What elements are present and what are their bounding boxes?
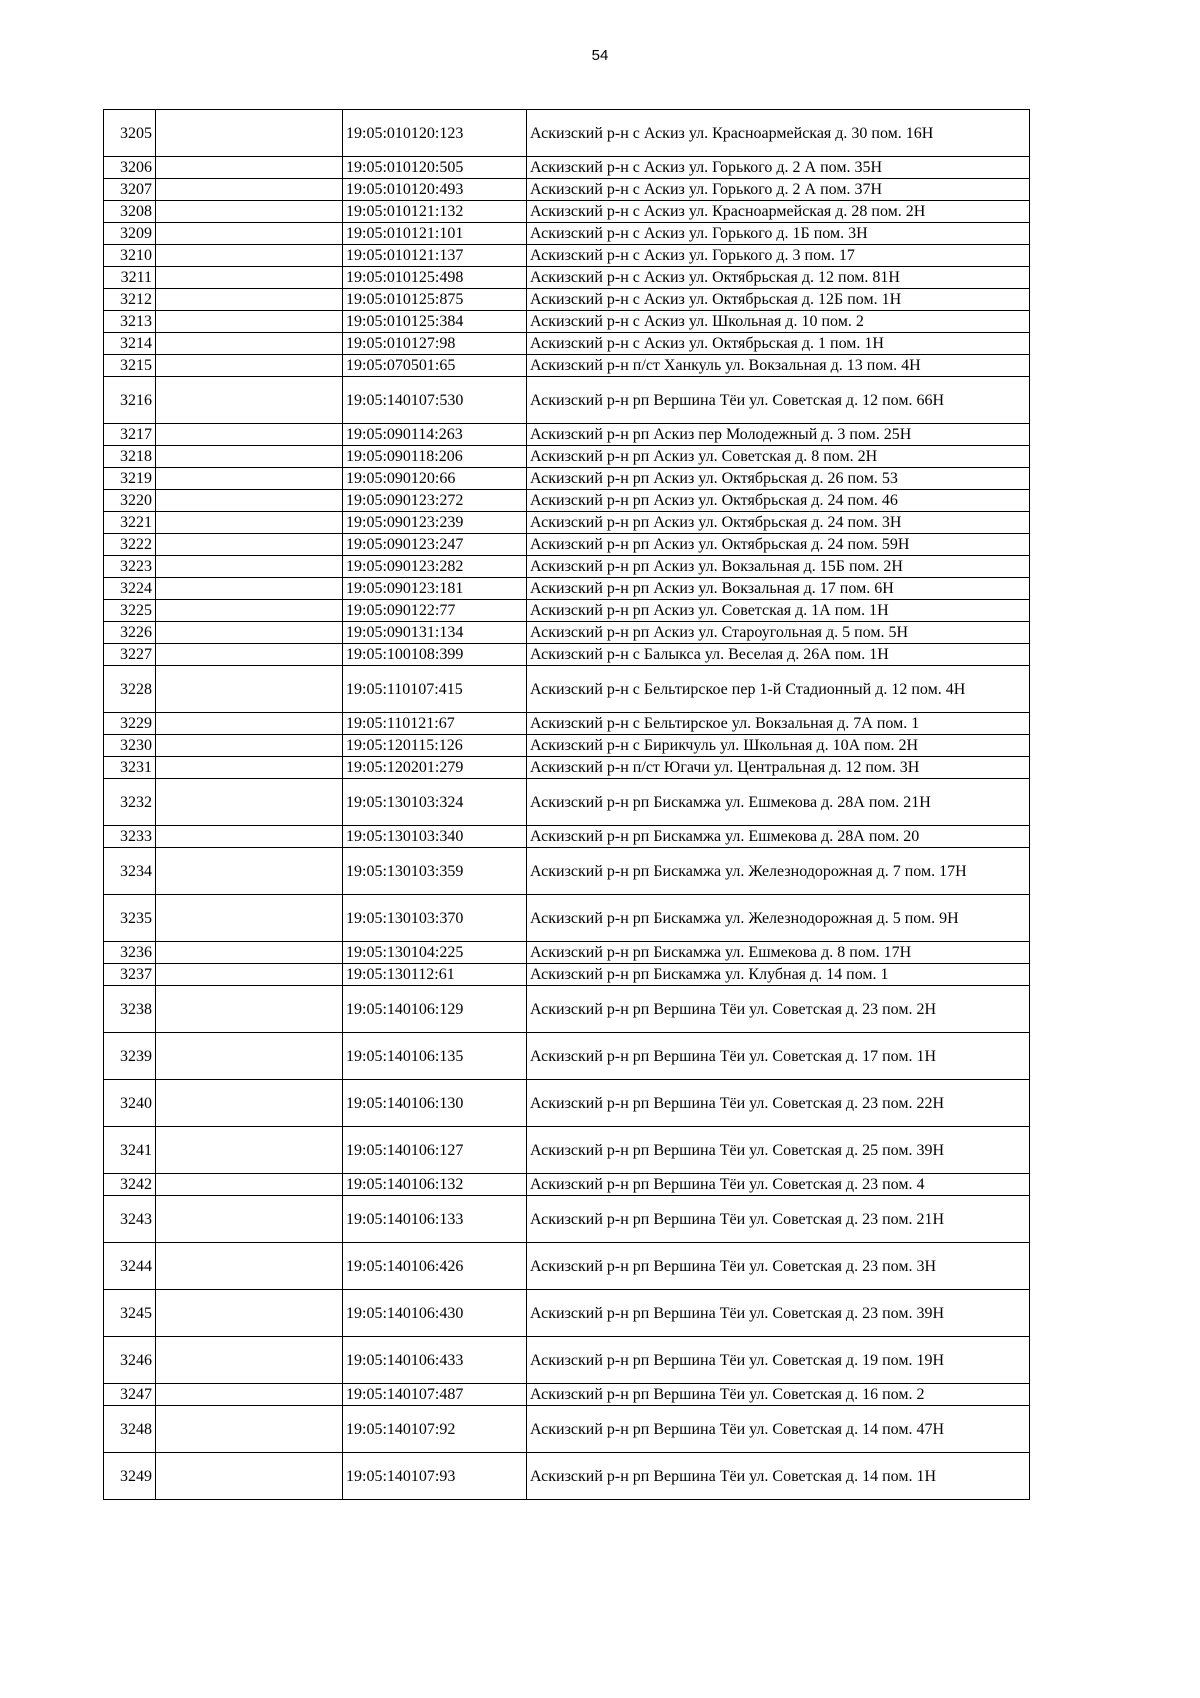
empty-cell bbox=[156, 1406, 343, 1453]
table-row bbox=[104, 1337, 1030, 1384]
address-cell: Аскизский р-н рп Вершина Тёи ул. Советская д. 14 пом. 1Н bbox=[527, 1453, 1030, 1500]
address-cell: Аскизский р-н рп Бискамжа ул. Ешмекова д. 8 пом. 17Н bbox=[527, 942, 1030, 964]
address-cell: Аскизский р-н рп Вершина Тёи ул. Советская д. 14 пом. 47Н bbox=[527, 1406, 1030, 1453]
cadastral-number-cell: 19:05:100108:399 bbox=[343, 644, 527, 666]
cadastral-number-cell: 19:05:010125:384 bbox=[343, 311, 527, 333]
empty-cell bbox=[156, 355, 343, 377]
row-number-cell: 3240 bbox=[104, 1080, 156, 1127]
address-cell: Аскизский р-н рп Вершина Тёи ул. Советская д. 23 пом. 3Н bbox=[527, 1243, 1030, 1290]
row-number-cell: 3233 bbox=[104, 826, 156, 848]
empty-cell bbox=[156, 377, 343, 424]
cadastral-number-cell: 19:05:090123:181 bbox=[343, 578, 527, 600]
row-number-cell: 3248 bbox=[104, 1406, 156, 1453]
empty-cell bbox=[156, 245, 343, 267]
row-number-cell: 3232 bbox=[104, 779, 156, 826]
address-cell: Аскизский р-н рп Бискамжа ул. Железнодорожная д. 7 пом. 17Н bbox=[527, 848, 1030, 895]
cadastral-number-cell: 19:05:140107:487 bbox=[343, 1384, 527, 1406]
table-row bbox=[104, 895, 1030, 942]
cadastral-number-cell: 19:05:130103:370 bbox=[343, 895, 527, 942]
table-row bbox=[104, 1127, 1030, 1174]
address-cell: Аскизский р-н рп Вершина Тёи ул. Советская д. 16 пом. 2 bbox=[527, 1384, 1030, 1406]
row-number-cell: 3227 bbox=[104, 644, 156, 666]
address-cell: Аскизский р-н рп Аскиз ул. Советская д. 8 пом. 2Н bbox=[527, 446, 1030, 468]
address-cell: Аскизский р-н с Аскиз ул. Горького д. 3 пом. 17 bbox=[527, 245, 1030, 267]
cadastral-number-cell: 19:05:090120:66 bbox=[343, 468, 527, 490]
empty-cell bbox=[156, 895, 343, 942]
address-cell: Аскизский р-н рп Аскиз ул. Вокзальная д. 17 пом. 6Н bbox=[527, 578, 1030, 600]
empty-cell bbox=[156, 622, 343, 644]
table-row bbox=[104, 1196, 1030, 1243]
cadastral-number-cell: 19:05:090123:272 bbox=[343, 490, 527, 512]
cadastral-number-cell: 19:05:090118:206 bbox=[343, 446, 527, 468]
table-row bbox=[104, 267, 1030, 289]
cadastral-number-cell: 19:05:090131:134 bbox=[343, 622, 527, 644]
row-number-cell: 3241 bbox=[104, 1127, 156, 1174]
address-cell: Аскизский р-н с Балыкса ул. Веселая д. 26А пом. 1Н bbox=[527, 644, 1030, 666]
table-row bbox=[104, 333, 1030, 355]
address-cell: Аскизский р-н с Аскиз ул. Октябрьская д. 12 пом. 81Н bbox=[527, 267, 1030, 289]
address-cell: Аскизский р-н с Аскиз ул. Красноармейская д. 28 пом. 2Н bbox=[527, 201, 1030, 223]
row-number-cell: 3245 bbox=[104, 1290, 156, 1337]
empty-cell bbox=[156, 1174, 343, 1196]
empty-cell bbox=[156, 578, 343, 600]
cadastral-number-cell: 19:05:090123:247 bbox=[343, 534, 527, 556]
table-row bbox=[104, 512, 1030, 534]
table-row bbox=[104, 578, 1030, 600]
cadastral-number-cell: 19:05:130103:324 bbox=[343, 779, 527, 826]
table-row bbox=[104, 289, 1030, 311]
table-row bbox=[104, 964, 1030, 986]
row-number-cell: 3242 bbox=[104, 1174, 156, 1196]
address-cell: Аскизский р-н с Аскиз ул. Красноармейская д. 30 пом. 16Н bbox=[527, 110, 1030, 157]
empty-cell bbox=[156, 512, 343, 534]
empty-cell bbox=[156, 1033, 343, 1080]
row-number-cell: 3220 bbox=[104, 490, 156, 512]
empty-cell bbox=[156, 1337, 343, 1384]
empty-cell bbox=[156, 1196, 343, 1243]
empty-cell bbox=[156, 201, 343, 223]
address-cell: Аскизский р-н п/ст Югачи ул. Центральная д. 12 пом. 3Н bbox=[527, 757, 1030, 779]
address-cell: Аскизский р-н рп Аскиз ул. Вокзальная д. 15Б пом. 2Н bbox=[527, 556, 1030, 578]
address-cell: Аскизский р-н рп Аскиз ул. Октябрьская д. 24 пом. 3Н bbox=[527, 512, 1030, 534]
empty-cell bbox=[156, 1384, 343, 1406]
table-row bbox=[104, 490, 1030, 512]
row-number-cell: 3231 bbox=[104, 757, 156, 779]
registry-table-body bbox=[104, 110, 1030, 1500]
cadastral-number-cell: 19:05:130104:225 bbox=[343, 942, 527, 964]
table-row bbox=[104, 1290, 1030, 1337]
empty-cell bbox=[156, 666, 343, 713]
row-number-cell: 3246 bbox=[104, 1337, 156, 1384]
empty-cell bbox=[156, 1290, 343, 1337]
empty-cell bbox=[156, 157, 343, 179]
empty-cell bbox=[156, 1127, 343, 1174]
row-number-cell: 3224 bbox=[104, 578, 156, 600]
cadastral-number-cell: 19:05:140106:135 bbox=[343, 1033, 527, 1080]
table-row bbox=[104, 179, 1030, 201]
cadastral-number-cell: 19:05:090122:77 bbox=[343, 600, 527, 622]
cadastral-number-cell: 19:05:140107:530 bbox=[343, 377, 527, 424]
row-number-cell: 3225 bbox=[104, 600, 156, 622]
address-cell: Аскизский р-н рп Аскиз ул. Октябрьская д. 24 пом. 46 bbox=[527, 490, 1030, 512]
address-cell: Аскизский р-н рп Вершина Тёи ул. Советская д. 23 пом. 4 bbox=[527, 1174, 1030, 1196]
empty-cell bbox=[156, 713, 343, 735]
table-row bbox=[104, 311, 1030, 333]
address-cell: Аскизский р-н рп Бискамжа ул. Клубная д. 14 пом. 1 bbox=[527, 964, 1030, 986]
table-row bbox=[104, 1080, 1030, 1127]
table-row bbox=[104, 600, 1030, 622]
empty-cell bbox=[156, 110, 343, 157]
empty-cell bbox=[156, 1080, 343, 1127]
address-cell: Аскизский р-н рп Вершина Тёи ул. Советская д. 25 пом. 39Н bbox=[527, 1127, 1030, 1174]
empty-cell bbox=[156, 289, 343, 311]
cadastral-number-cell: 19:05:010127:98 bbox=[343, 333, 527, 355]
empty-cell bbox=[156, 644, 343, 666]
cadastral-number-cell: 19:05:140106:426 bbox=[343, 1243, 527, 1290]
row-number-cell: 3206 bbox=[104, 157, 156, 179]
cadastral-number-cell: 19:05:090123:239 bbox=[343, 512, 527, 534]
cadastral-number-cell: 19:05:140107:93 bbox=[343, 1453, 527, 1500]
address-cell: Аскизский р-н рп Аскиз ул. Староугольная д. 5 пом. 5Н bbox=[527, 622, 1030, 644]
empty-cell bbox=[156, 468, 343, 490]
cadastral-number-cell: 19:05:120201:279 bbox=[343, 757, 527, 779]
address-cell: Аскизский р-н рп Аскиз ул. Октябрьская д. 26 пом. 53 bbox=[527, 468, 1030, 490]
row-number-cell: 3222 bbox=[104, 534, 156, 556]
table-row bbox=[104, 1384, 1030, 1406]
address-cell: Аскизский р-н рп Бискамжа ул. Железнодорожная д. 5 пом. 9Н bbox=[527, 895, 1030, 942]
address-cell: Аскизский р-н с Аскиз ул. Горького д. 2 А пом. 37Н bbox=[527, 179, 1030, 201]
cadastral-number-cell: 19:05:070501:65 bbox=[343, 355, 527, 377]
empty-cell bbox=[156, 333, 343, 355]
address-cell: Аскизский р-н с Аскиз ул. Октябрьская д. 1 пом. 1Н bbox=[527, 333, 1030, 355]
table-row bbox=[104, 1453, 1030, 1500]
table-row bbox=[104, 779, 1030, 826]
cadastral-number-cell: 19:05:140106:133 bbox=[343, 1196, 527, 1243]
empty-cell bbox=[156, 490, 343, 512]
address-cell: Аскизский р-н рп Бискамжа ул. Ешмекова д. 28А пом. 21Н bbox=[527, 779, 1030, 826]
table-row bbox=[104, 223, 1030, 245]
empty-cell bbox=[156, 964, 343, 986]
cadastral-number-cell: 19:05:090114:263 bbox=[343, 424, 527, 446]
table-row bbox=[104, 110, 1030, 157]
table-row bbox=[104, 157, 1030, 179]
table-row bbox=[104, 355, 1030, 377]
empty-cell bbox=[156, 556, 343, 578]
address-cell: Аскизский р-н рп Аскиз пер Молодежный д. 3 пом. 25Н bbox=[527, 424, 1030, 446]
table-row bbox=[104, 986, 1030, 1033]
address-cell: Аскизский р-н с Аскиз ул. Горького д. 2 А пом. 35Н bbox=[527, 157, 1030, 179]
table-row bbox=[104, 468, 1030, 490]
address-cell: Аскизский р-н рп Аскиз ул. Советская д. 1А пом. 1Н bbox=[527, 600, 1030, 622]
row-number-cell: 3226 bbox=[104, 622, 156, 644]
empty-cell bbox=[156, 942, 343, 964]
cadastral-number-cell: 19:05:010121:137 bbox=[343, 245, 527, 267]
row-number-cell: 3217 bbox=[104, 424, 156, 446]
row-number-cell: 3228 bbox=[104, 666, 156, 713]
row-number-cell: 3208 bbox=[104, 201, 156, 223]
row-number-cell: 3212 bbox=[104, 289, 156, 311]
row-number-cell: 3213 bbox=[104, 311, 156, 333]
empty-cell bbox=[156, 735, 343, 757]
address-cell: Аскизский р-н с Бирикчуль ул. Школьная д. 10А пом. 2Н bbox=[527, 735, 1030, 757]
address-cell: Аскизский р-н рп Вершина Тёи ул. Советская д. 23 пом. 21Н bbox=[527, 1196, 1030, 1243]
table-row bbox=[104, 1243, 1030, 1290]
row-number-cell: 3216 bbox=[104, 377, 156, 424]
row-number-cell: 3238 bbox=[104, 986, 156, 1033]
table-row bbox=[104, 201, 1030, 223]
table-row bbox=[104, 534, 1030, 556]
table-row bbox=[104, 1033, 1030, 1080]
empty-cell bbox=[156, 311, 343, 333]
row-number-cell: 3243 bbox=[104, 1196, 156, 1243]
cadastral-number-cell: 19:05:010120:123 bbox=[343, 110, 527, 157]
row-number-cell: 3221 bbox=[104, 512, 156, 534]
table-row bbox=[104, 424, 1030, 446]
property-registry-table bbox=[103, 109, 1030, 1500]
cadastral-number-cell: 19:05:110121:67 bbox=[343, 713, 527, 735]
row-number-cell: 3235 bbox=[104, 895, 156, 942]
address-cell: Аскизский р-н рп Вершина Тёи ул. Советская д. 23 пом. 2Н bbox=[527, 986, 1030, 1033]
row-number-cell: 3211 bbox=[104, 267, 156, 289]
empty-cell bbox=[156, 424, 343, 446]
row-number-cell: 3207 bbox=[104, 179, 156, 201]
table-row bbox=[104, 942, 1030, 964]
empty-cell bbox=[156, 267, 343, 289]
cadastral-number-cell: 19:05:140106:129 bbox=[343, 986, 527, 1033]
table-row bbox=[104, 644, 1030, 666]
cadastral-number-cell: 19:05:010121:101 bbox=[343, 223, 527, 245]
cadastral-number-cell: 19:05:140106:127 bbox=[343, 1127, 527, 1174]
table-row bbox=[104, 666, 1030, 713]
address-cell: Аскизский р-н с Аскиз ул. Горького д. 1Б пом. 3Н bbox=[527, 223, 1030, 245]
row-number-cell: 3229 bbox=[104, 713, 156, 735]
table-row bbox=[104, 826, 1030, 848]
table-row bbox=[104, 848, 1030, 895]
row-number-cell: 3210 bbox=[104, 245, 156, 267]
row-number-cell: 3247 bbox=[104, 1384, 156, 1406]
empty-cell bbox=[156, 223, 343, 245]
cadastral-number-cell: 19:05:130103:359 bbox=[343, 848, 527, 895]
address-cell: Аскизский р-н рп Вершина Тёи ул. Советская д. 23 пом. 39Н bbox=[527, 1290, 1030, 1337]
table-row bbox=[104, 713, 1030, 735]
cadastral-number-cell: 19:05:010120:505 bbox=[343, 157, 527, 179]
empty-cell bbox=[156, 1453, 343, 1500]
table-row bbox=[104, 622, 1030, 644]
row-number-cell: 3205 bbox=[104, 110, 156, 157]
cadastral-number-cell: 19:05:010121:132 bbox=[343, 201, 527, 223]
cadastral-number-cell: 19:05:120115:126 bbox=[343, 735, 527, 757]
cadastral-number-cell: 19:05:010120:493 bbox=[343, 179, 527, 201]
row-number-cell: 3209 bbox=[104, 223, 156, 245]
cadastral-number-cell: 19:05:140106:130 bbox=[343, 1080, 527, 1127]
row-number-cell: 3244 bbox=[104, 1243, 156, 1290]
address-cell: Аскизский р-н рп Вершина Тёи ул. Советская д. 23 пом. 22Н bbox=[527, 1080, 1030, 1127]
address-cell: Аскизский р-н рп Вершина Тёи ул. Советская д. 19 пом. 19Н bbox=[527, 1337, 1030, 1384]
address-cell: Аскизский р-н с Бельтирское ул. Вокзальная д. 7А пом. 1 bbox=[527, 713, 1030, 735]
row-number-cell: 3218 bbox=[104, 446, 156, 468]
address-cell: Аскизский р-н рп Бискамжа ул. Ешмекова д. 28А пом. 20 bbox=[527, 826, 1030, 848]
page-number: 54 bbox=[591, 47, 609, 64]
empty-cell bbox=[156, 757, 343, 779]
row-number-cell: 3234 bbox=[104, 848, 156, 895]
table-row bbox=[104, 1174, 1030, 1196]
address-cell: Аскизский р-н рп Вершина Тёи ул. Советская д. 12 пом. 66Н bbox=[527, 377, 1030, 424]
table-row bbox=[104, 757, 1030, 779]
row-number-cell: 3215 bbox=[104, 355, 156, 377]
empty-cell bbox=[156, 534, 343, 556]
cadastral-number-cell: 19:05:010125:875 bbox=[343, 289, 527, 311]
table-row bbox=[104, 446, 1030, 468]
table-row bbox=[104, 377, 1030, 424]
empty-cell bbox=[156, 600, 343, 622]
cadastral-number-cell: 19:05:130112:61 bbox=[343, 964, 527, 986]
empty-cell bbox=[156, 779, 343, 826]
cadastral-number-cell: 19:05:140106:132 bbox=[343, 1174, 527, 1196]
cadastral-number-cell: 19:05:130103:340 bbox=[343, 826, 527, 848]
row-number-cell: 3219 bbox=[104, 468, 156, 490]
address-cell: Аскизский р-н с Аскиз ул. Октябрьская д. 12Б пом. 1Н bbox=[527, 289, 1030, 311]
table-row bbox=[104, 556, 1030, 578]
empty-cell bbox=[156, 826, 343, 848]
empty-cell bbox=[156, 986, 343, 1033]
cadastral-number-cell: 19:05:140106:433 bbox=[343, 1337, 527, 1384]
cadastral-number-cell: 19:05:140107:92 bbox=[343, 1406, 527, 1453]
empty-cell bbox=[156, 446, 343, 468]
empty-cell bbox=[156, 848, 343, 895]
table-row bbox=[104, 245, 1030, 267]
row-number-cell: 3230 bbox=[104, 735, 156, 757]
empty-cell bbox=[156, 1243, 343, 1290]
cadastral-number-cell: 19:05:010125:498 bbox=[343, 267, 527, 289]
empty-cell bbox=[156, 179, 343, 201]
address-cell: Аскизский р-н п/ст Ханкуль ул. Вокзальная д. 13 пом. 4Н bbox=[527, 355, 1030, 377]
table-row bbox=[104, 735, 1030, 757]
cadastral-number-cell: 19:05:090123:282 bbox=[343, 556, 527, 578]
cadastral-number-cell: 19:05:110107:415 bbox=[343, 666, 527, 713]
address-cell: Аскизский р-н рп Аскиз ул. Октябрьская д. 24 пом. 59Н bbox=[527, 534, 1030, 556]
row-number-cell: 3239 bbox=[104, 1033, 156, 1080]
address-cell: Аскизский р-н с Аскиз ул. Школьная д. 10 пом. 2 bbox=[527, 311, 1030, 333]
table-row bbox=[104, 1406, 1030, 1453]
row-number-cell: 3237 bbox=[104, 964, 156, 986]
row-number-cell: 3236 bbox=[104, 942, 156, 964]
address-cell: Аскизский р-н с Бельтирское пер 1-й Стадионный д. 12 пом. 4Н bbox=[527, 666, 1030, 713]
row-number-cell: 3249 bbox=[104, 1453, 156, 1500]
row-number-cell: 3223 bbox=[104, 556, 156, 578]
cadastral-number-cell: 19:05:140106:430 bbox=[343, 1290, 527, 1337]
address-cell: Аскизский р-н рп Вершина Тёи ул. Советская д. 17 пом. 1Н bbox=[527, 1033, 1030, 1080]
row-number-cell: 3214 bbox=[104, 333, 156, 355]
